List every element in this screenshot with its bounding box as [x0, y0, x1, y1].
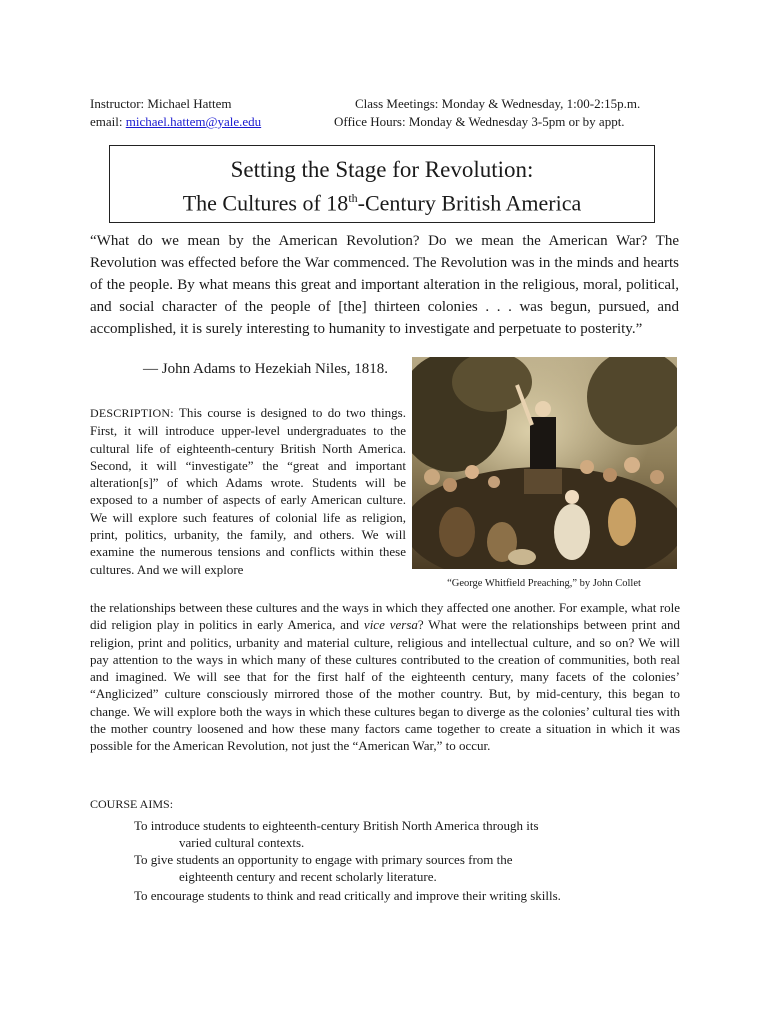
course-aims-title: COURSE AIMS:	[90, 797, 174, 811]
aim-item	[134, 851, 513, 885]
description-label: DESCRIPTION:	[90, 406, 174, 420]
course-title-box	[109, 145, 655, 223]
email-link[interactable]: michael.hattem@yale.edu	[125, 114, 262, 129]
painting-caption: “George Whitfield Preaching,” by John Collet	[447, 578, 641, 589]
quote-attribution: — John Adams to Hezekiah Niles, 1818.	[143, 361, 388, 377]
description-part2	[90, 599, 680, 755]
email-line	[90, 113, 261, 130]
description-part1	[90, 404, 406, 578]
course-title-line1: Setting the Stage for Revolution:	[230, 157, 534, 182]
instructor-line: Instructor: Michael Hattem	[90, 96, 232, 111]
office-hours: Office Hours: Monday & Wednesday 3-5pm or by appt.	[334, 114, 625, 129]
class-meetings: Class Meetings: Monday & Wednesday, 1:00-2:15p.m.	[355, 96, 641, 111]
description-text-1: This course is designed to do two things. First, it will introduce upper-level undergraduates to the cultural life of eighteenth-century British North America. Second, it will “investigate” the “great and important alteration[s]” of which Adams wrote. Students will be exposed to a number of aspects of early American culture. We will explore such features of colonial life as religion, print, politics, urbanity, the family, and others. We will examine the numerous tensions and conflicts within these cultures. And we will explore	[90, 405, 406, 577]
description-italic: vice versa	[363, 617, 418, 633]
aim-line: To introduce students to eighteenth-century British North America through its	[134, 818, 539, 833]
adams-quote: “What do we mean by the American Revolution? Do we mean the American War? The Revolution was effected before the War commenced. The Revolution was in the minds and hearts of the people. By what means this great and important alteration in the religious, moral, political, and social character of the people of [the] thirteen colonies . . . was begun, pursued, and accomplished, it is surely interesting to humanity to investigate and perpetuate to posterity.”	[90, 233, 679, 337]
email-label: email:	[90, 114, 126, 129]
course-title-line2	[110, 184, 654, 217]
description-text-2b: ? What were the relationships between print and religion, print and politics, urbanity and material culture, religious and intellectual culture, and so on? We will pay attention to the ways in which many of these cultures contributed to the creation of communities, both real and imagined. We will see that for the first half of the eighteenth century, many facets of the colonies’ “Anglicized” culture consciously mirrored those of the mother country. But, by mid-century, this began to change. We will explore both the ways in which these cultures began to diverge as the colonies’ cultural ties with the mother country loosened and how these many factors came together to create a situation in which it was possible for the American Revolution, not just the “American War,” to occur.	[90, 617, 680, 754]
aim-item	[134, 887, 561, 904]
aim-line: To give students an opportunity to engage with primary sources from the	[134, 852, 513, 867]
description-text-2a: the relationships between these cultures and the ways in which they affected one another. For example, what role did religion play in politics in early America, and	[90, 600, 680, 633]
title-post: -Century British America	[357, 190, 582, 216]
title-pre: The Cultures of 18	[182, 190, 349, 216]
aim-line-cont: varied cultural contexts.	[179, 835, 305, 850]
aim-line-cont: eighteenth century and recent scholarly literature.	[179, 869, 437, 884]
aim-line: To encourage students to think and read critically and improve their writing skills.	[134, 888, 561, 903]
painting-image	[412, 357, 677, 569]
aim-item	[134, 817, 539, 851]
title-sup: th	[348, 191, 358, 205]
